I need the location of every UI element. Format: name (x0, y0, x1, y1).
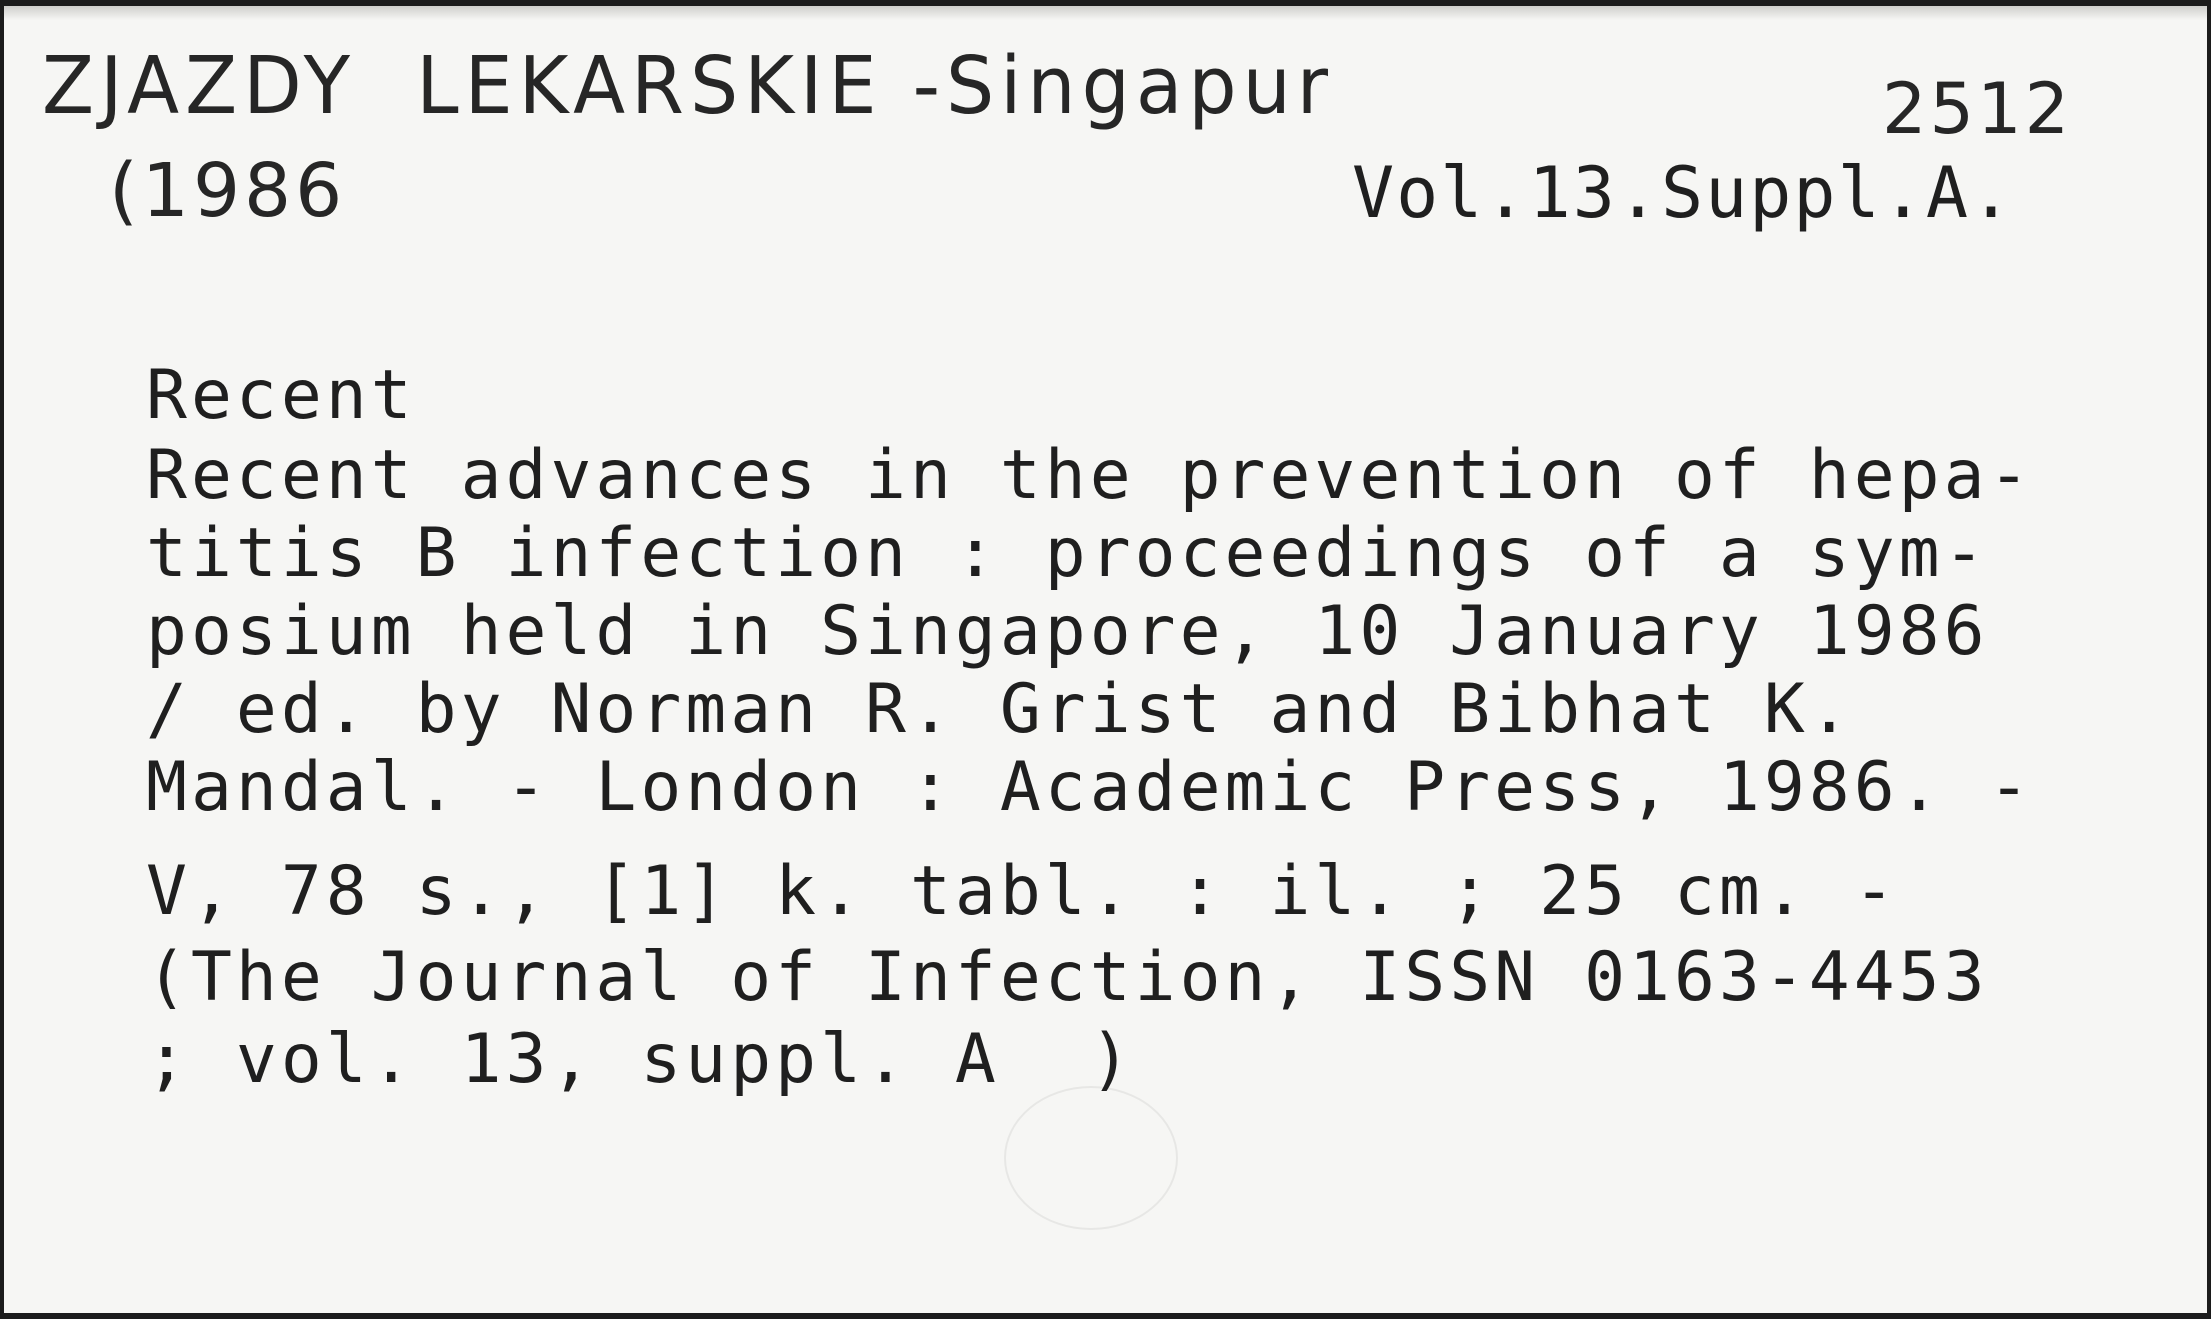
record-line: (The Journal of Infection, ISSN 0163-4453 (146, 938, 1989, 1017)
record-line: Recent advances in the prevention of hepa- (146, 436, 2034, 515)
call-number: 2512 (1882, 68, 2073, 150)
card-year: (1986 (109, 148, 347, 234)
filing-word: Recent (146, 356, 416, 435)
record-line: ; vol. 13, suppl. A ) (146, 1020, 1135, 1099)
volume-designation: Vol.13.Suppl.A. (1352, 152, 2015, 234)
record-line: V, 78 s., [1] k. tabl. : il. ; 25 cm. - (146, 852, 1899, 931)
scan-edge-shadow (4, 6, 2207, 20)
record-line: posium held in Singapore, 10 January 1986 (146, 592, 1989, 671)
record-line: Mandal. - London : Academic Press, 1986. - (146, 748, 2034, 827)
paper-smudge (1004, 1086, 1178, 1230)
record-line: titis B infection : proceedings of a sym- (146, 514, 1989, 593)
card-heading: ZJAZDY LEKARSKIE -Singapur (42, 38, 1335, 133)
record-line: / ed. by Norman R. Grist and Bibhat K. (146, 670, 1854, 749)
